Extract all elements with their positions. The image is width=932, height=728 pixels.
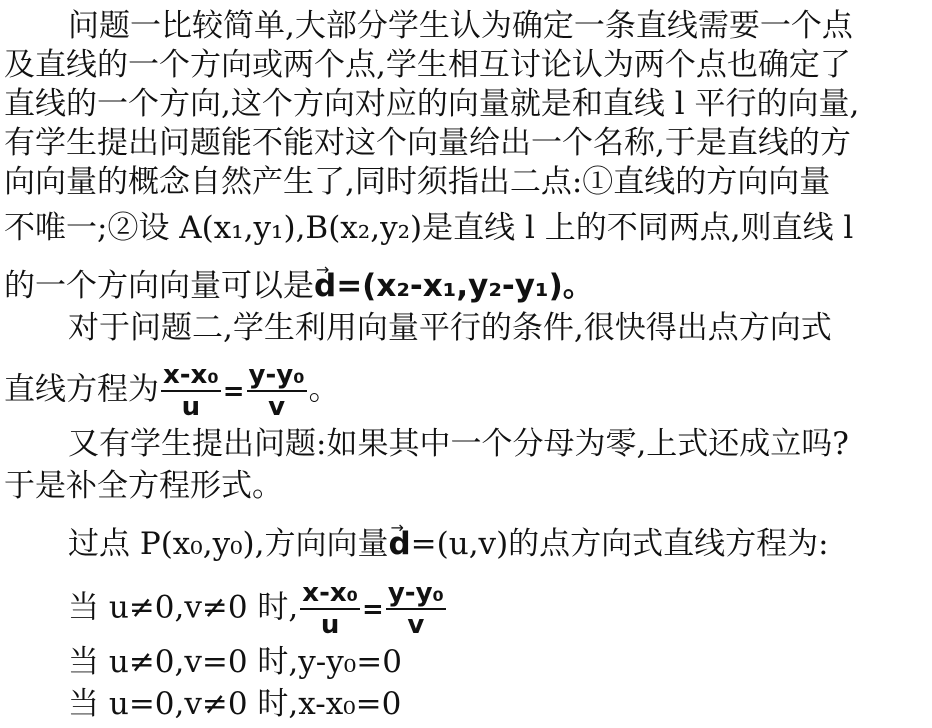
p3-line2: 于是补全方程形式。 <box>4 468 283 504</box>
p4-line1 <box>68 524 829 564</box>
fraction-y-numerator: y-y₀ <box>248 360 305 390</box>
p1-line4: 有学生提出问题能不能对这个向量给出一个名称,于是直线的方 <box>4 125 851 161</box>
case-1-text: 当 u≠0,v≠0 时, <box>68 589 299 626</box>
p1-line7-text: 的一个方向向量可以是 <box>4 268 314 304</box>
p1-line1: 问题一比较简单,大部分学生认为确定一条直线需要一个点 <box>68 8 853 44</box>
case-2: 当 u≠0,v=0 时,y-y₀=0 <box>68 644 402 680</box>
p2-line1: 对于问题二,学生利用向量平行的条件,很快得出点方向式 <box>68 310 832 346</box>
fraction-x-numerator: x-x₀ <box>163 360 219 390</box>
case-1-fraction-x <box>300 578 360 640</box>
p3-line1: 又有学生提出问题:如果其中一个分母为零,上式还成立吗? <box>68 426 849 462</box>
p4-line1-text: 过点 P(x₀,y₀),方向向量 <box>68 526 389 562</box>
p1-line7-math: =(x₂-x₁,y₂-y₁)。 <box>336 268 594 304</box>
p2-line2 <box>4 360 340 422</box>
fraction-x <box>161 360 221 422</box>
case-1 <box>68 578 448 640</box>
case-1-equals-sign: = <box>362 594 384 625</box>
case-1-fraction-y-denominator: v <box>407 610 425 640</box>
p1-line7 <box>4 266 594 306</box>
p4-line1-rest: =(u,v)的点方向式直线方程为: <box>410 526 829 562</box>
p2-line2-text: 直线方程为 <box>4 371 159 408</box>
equals-sign: = <box>222 376 245 407</box>
p1-line5: 向向量的概念自然产生了,同时须指出二点:①直线的方向向量 <box>4 164 831 200</box>
fraction-x-denominator: u <box>181 392 201 422</box>
case-1-fraction-y-numerator: y-y₀ <box>387 578 444 608</box>
case-1-fraction-y <box>386 578 446 640</box>
p1-line6: 不唯一;②设 A(x₁,y₁),B(x₂,y₂)是直线 l 上的不同两点,则直线 l <box>4 210 854 246</box>
vector-d: → d <box>314 266 336 306</box>
case-1-fraction-x-denominator: u <box>320 610 340 640</box>
p2-line2-end: 。 <box>308 371 340 408</box>
fraction-y <box>247 360 307 422</box>
vector-d-2: → d <box>388 524 410 564</box>
p1-line3: 直线的一个方向,这个方向对应的向量就是和直线 l 平行的向量, <box>4 86 860 122</box>
case-3: 当 u=0,v≠0 时,x-x₀=0 <box>68 686 402 722</box>
p1-line2: 及直线的一个方向或两个点,学生相互讨论认为两个点也确定了 <box>4 47 851 83</box>
fraction-y-denominator: v <box>268 392 286 422</box>
case-1-fraction-x-numerator: x-x₀ <box>302 578 359 608</box>
